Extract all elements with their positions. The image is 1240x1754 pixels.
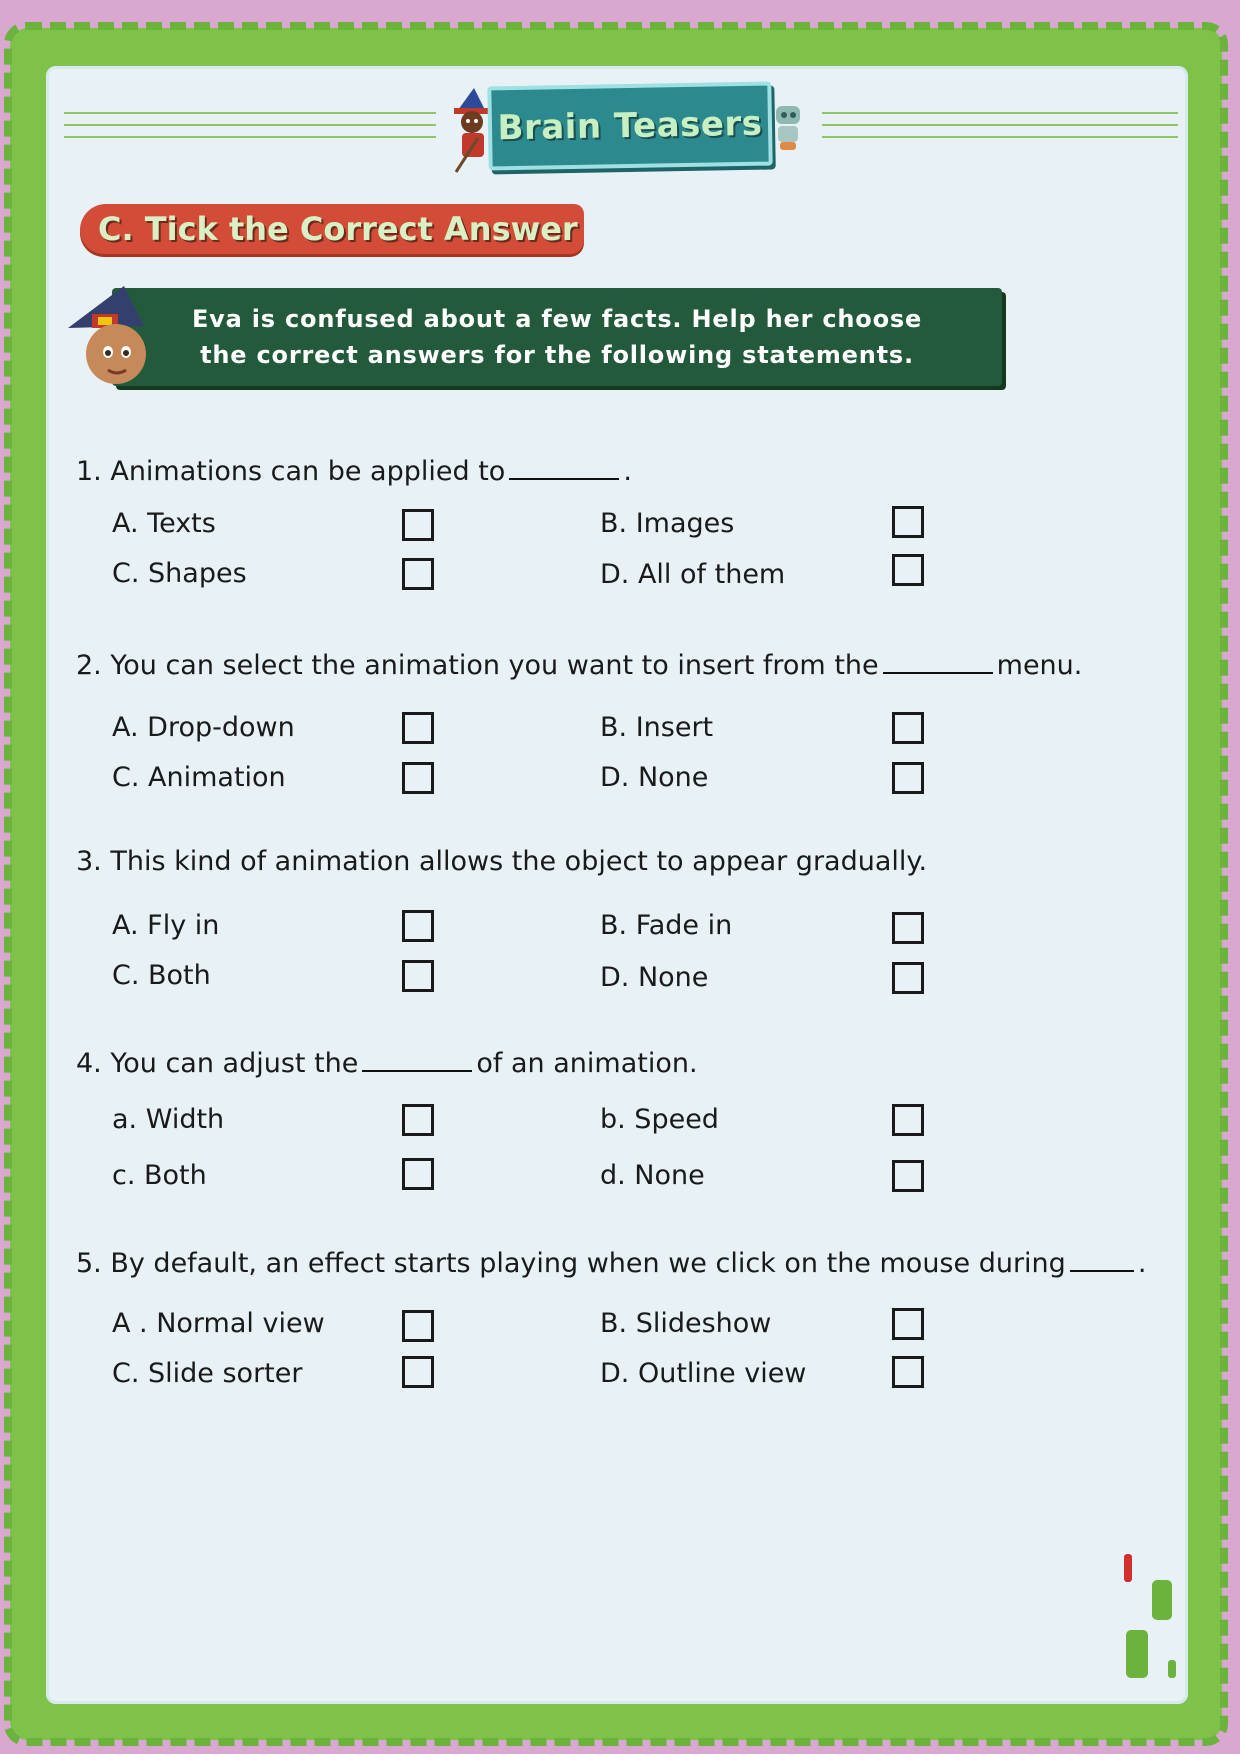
eva-character-icon xyxy=(64,280,156,390)
checkbox-q1-d[interactable] xyxy=(892,554,924,586)
question-5 xyxy=(76,1248,1196,1279)
answer-blank xyxy=(883,672,993,674)
question-4-text: 4. You can adjust the xyxy=(76,1048,359,1079)
question-1-option-c: C. Shapes xyxy=(112,558,247,589)
answer-blank xyxy=(1070,1270,1134,1272)
question-1-option-a: A. Texts xyxy=(112,508,216,539)
checkbox-q4-b[interactable] xyxy=(892,1104,924,1136)
checkbox-q2-d[interactable] xyxy=(892,762,924,794)
header-lines-right xyxy=(822,112,1178,144)
checkbox-q3-c[interactable] xyxy=(402,960,434,992)
question-3-option-c: C. Both xyxy=(112,960,211,991)
section-heading xyxy=(80,204,584,254)
question-2 xyxy=(76,650,1196,681)
question-5-option-c: C. Slide sorter xyxy=(112,1358,303,1389)
answer-blank xyxy=(509,478,619,480)
question-4-option-d: d. None xyxy=(600,1160,705,1191)
question-1-option-d: D. All of them xyxy=(600,559,786,590)
question-5-option-b: B. Slideshow xyxy=(600,1308,772,1339)
robot-character-icon xyxy=(766,98,810,154)
question-5-option-a: A . Normal view xyxy=(112,1308,325,1339)
checkbox-q5-d[interactable] xyxy=(892,1356,924,1388)
question-3-option-d: D. None xyxy=(600,962,709,993)
decorative-paint-marks xyxy=(1120,1550,1180,1680)
question-1 xyxy=(76,456,1196,487)
question-3-text: 3. This kind of animation allows the object to appear gradually. xyxy=(76,846,928,877)
checkbox-q4-a[interactable] xyxy=(402,1104,434,1136)
checkbox-q4-c[interactable] xyxy=(402,1158,434,1190)
question-2-text: 2. You can select the animation you want to insert from the xyxy=(76,650,879,681)
question-5-option-d: D. Outline view xyxy=(600,1358,807,1389)
checkbox-q5-b[interactable] xyxy=(892,1308,924,1340)
question-4 xyxy=(76,1048,1196,1079)
question-2-option-c: C. Animation xyxy=(112,762,286,793)
checkbox-q1-a[interactable] xyxy=(402,509,434,541)
question-3 xyxy=(76,846,1196,877)
question-1-text: 1. Animations can be applied to xyxy=(76,456,506,487)
question-1-tail: . xyxy=(623,456,632,487)
checkbox-q1-b[interactable] xyxy=(892,506,924,538)
question-2-option-d: D. None xyxy=(600,762,709,793)
checkbox-q5-c[interactable] xyxy=(402,1356,434,1388)
question-3-option-b: B. Fade in xyxy=(600,910,733,941)
checkbox-q4-d[interactable] xyxy=(892,1160,924,1192)
question-2-option-b: B. Insert xyxy=(600,712,714,743)
checkbox-q2-c[interactable] xyxy=(402,762,434,794)
header-lines-left xyxy=(64,112,436,144)
checkbox-q2-a[interactable] xyxy=(402,712,434,744)
question-2-tail: menu. xyxy=(996,650,1083,681)
question-3-option-a: A. Fly in xyxy=(112,910,220,941)
question-4-option-c: c. Both xyxy=(112,1160,207,1191)
checkbox-q3-a[interactable] xyxy=(402,910,434,942)
instruction-text: Eva is confused about a few facts. Help her choose the correct answers for the following statements. xyxy=(191,305,923,369)
instruction-box xyxy=(112,288,1002,386)
header-title: Brain Teasers xyxy=(497,103,763,149)
section-title: C. Tick the Correct Answer xyxy=(98,210,578,248)
answer-blank xyxy=(362,1070,472,1072)
checkbox-q3-d[interactable] xyxy=(892,962,924,994)
checkbox-q5-a[interactable] xyxy=(402,1310,434,1342)
header-banner xyxy=(487,82,772,171)
checkbox-q2-b[interactable] xyxy=(892,712,924,744)
question-5-text: 5. By default, an effect starts playing when we click on the mouse during xyxy=(76,1248,1066,1279)
question-5-tail: . xyxy=(1137,1248,1147,1279)
question-2-option-a: A. Drop-down xyxy=(112,712,295,743)
checkbox-q3-b[interactable] xyxy=(892,912,924,944)
question-4-option-a: a. Width xyxy=(112,1104,225,1135)
checkbox-q1-c[interactable] xyxy=(402,558,434,590)
question-4-tail: of an animation. xyxy=(476,1048,698,1079)
question-1-option-b: B. Images xyxy=(600,508,735,539)
question-4-option-b: b. Speed xyxy=(600,1104,719,1135)
